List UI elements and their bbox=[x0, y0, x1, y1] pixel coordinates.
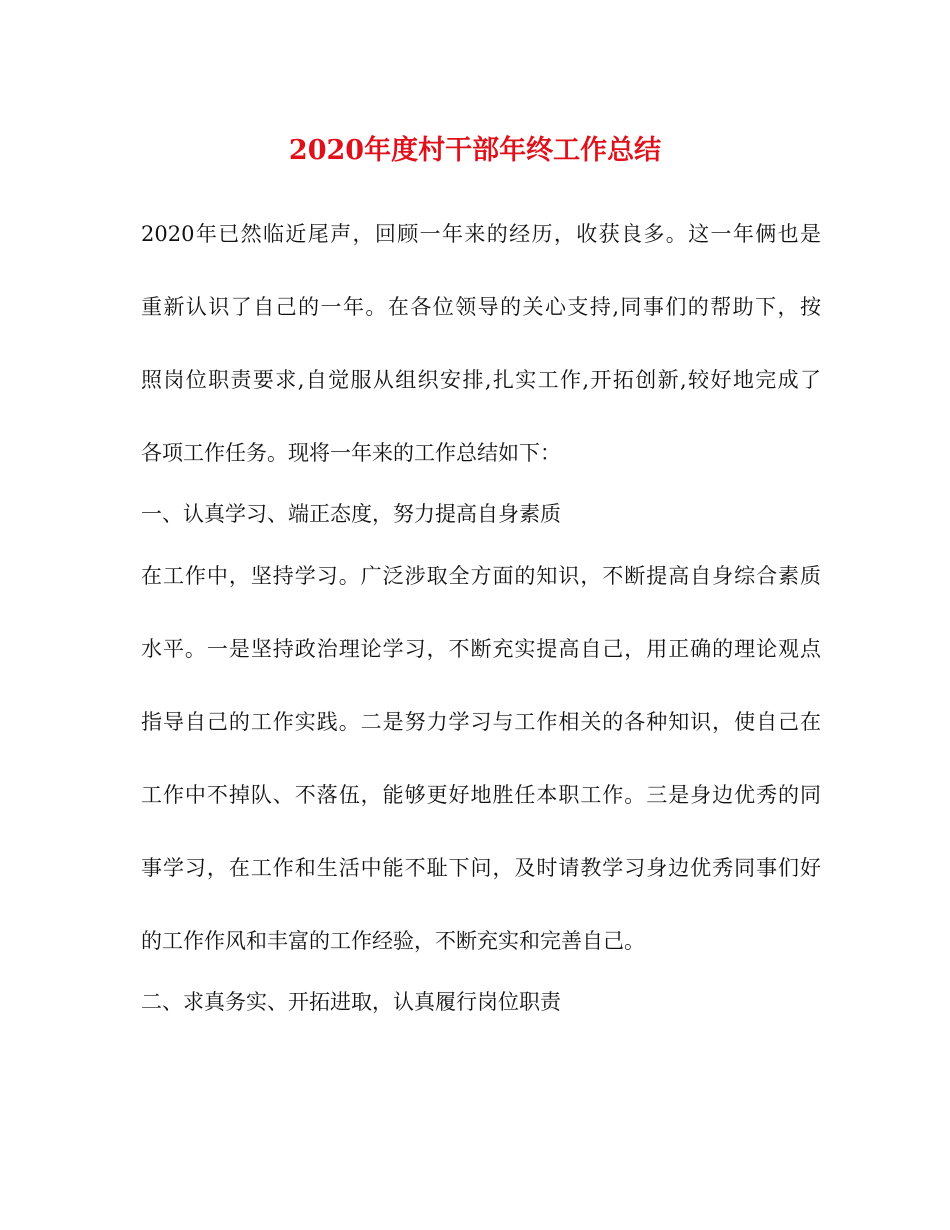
section-heading: 一、认真学习、端正态度，努力提高自身素质 bbox=[141, 502, 561, 526]
paragraph-line: 重新认识了自己的一年。在各位领导的关心支持,同事们的帮助下，按 bbox=[141, 295, 821, 319]
paragraph-line: 事学习，在工作和生活中能不耻下问，及时请教学习身边优秀同事们好 bbox=[141, 856, 821, 880]
paragraph-line: 在工作中，坚持学习。广泛涉取全方面的知识，不断提高自身综合素质 bbox=[141, 564, 821, 588]
section-heading: 二、求真务实、开拓进取，认真履行岗位职责 bbox=[141, 990, 561, 1014]
paragraph-line: 照岗位职责要求,自觉服从组织安排,扎实工作,开拓创新,较好地完成了 bbox=[141, 368, 821, 392]
paragraph-line: 各项工作任务。现将一年来的工作总结如下： bbox=[141, 441, 561, 465]
paragraph-line: 的工作作风和丰富的工作经验，不断充实和完善自己。 bbox=[141, 929, 645, 953]
document-title: 2020年度村干部年终工作总结 bbox=[288, 135, 662, 166]
paragraph-line: 2020年已然临近尾声，回顾一年来的经历，收获良多。这一年俩也是 bbox=[141, 222, 821, 246]
paragraph-line: 指导自己的工作实践。二是努力学习与工作相关的各种知识，使自己在 bbox=[141, 710, 821, 734]
paragraph-line: 工作中不掉队、不落伍，能够更好地胜任本职工作。三是身边优秀的同 bbox=[141, 783, 821, 807]
paragraph-line: 水平。一是坚持政治理论学习，不断充实提高自己，用正确的理论观点 bbox=[141, 637, 821, 661]
